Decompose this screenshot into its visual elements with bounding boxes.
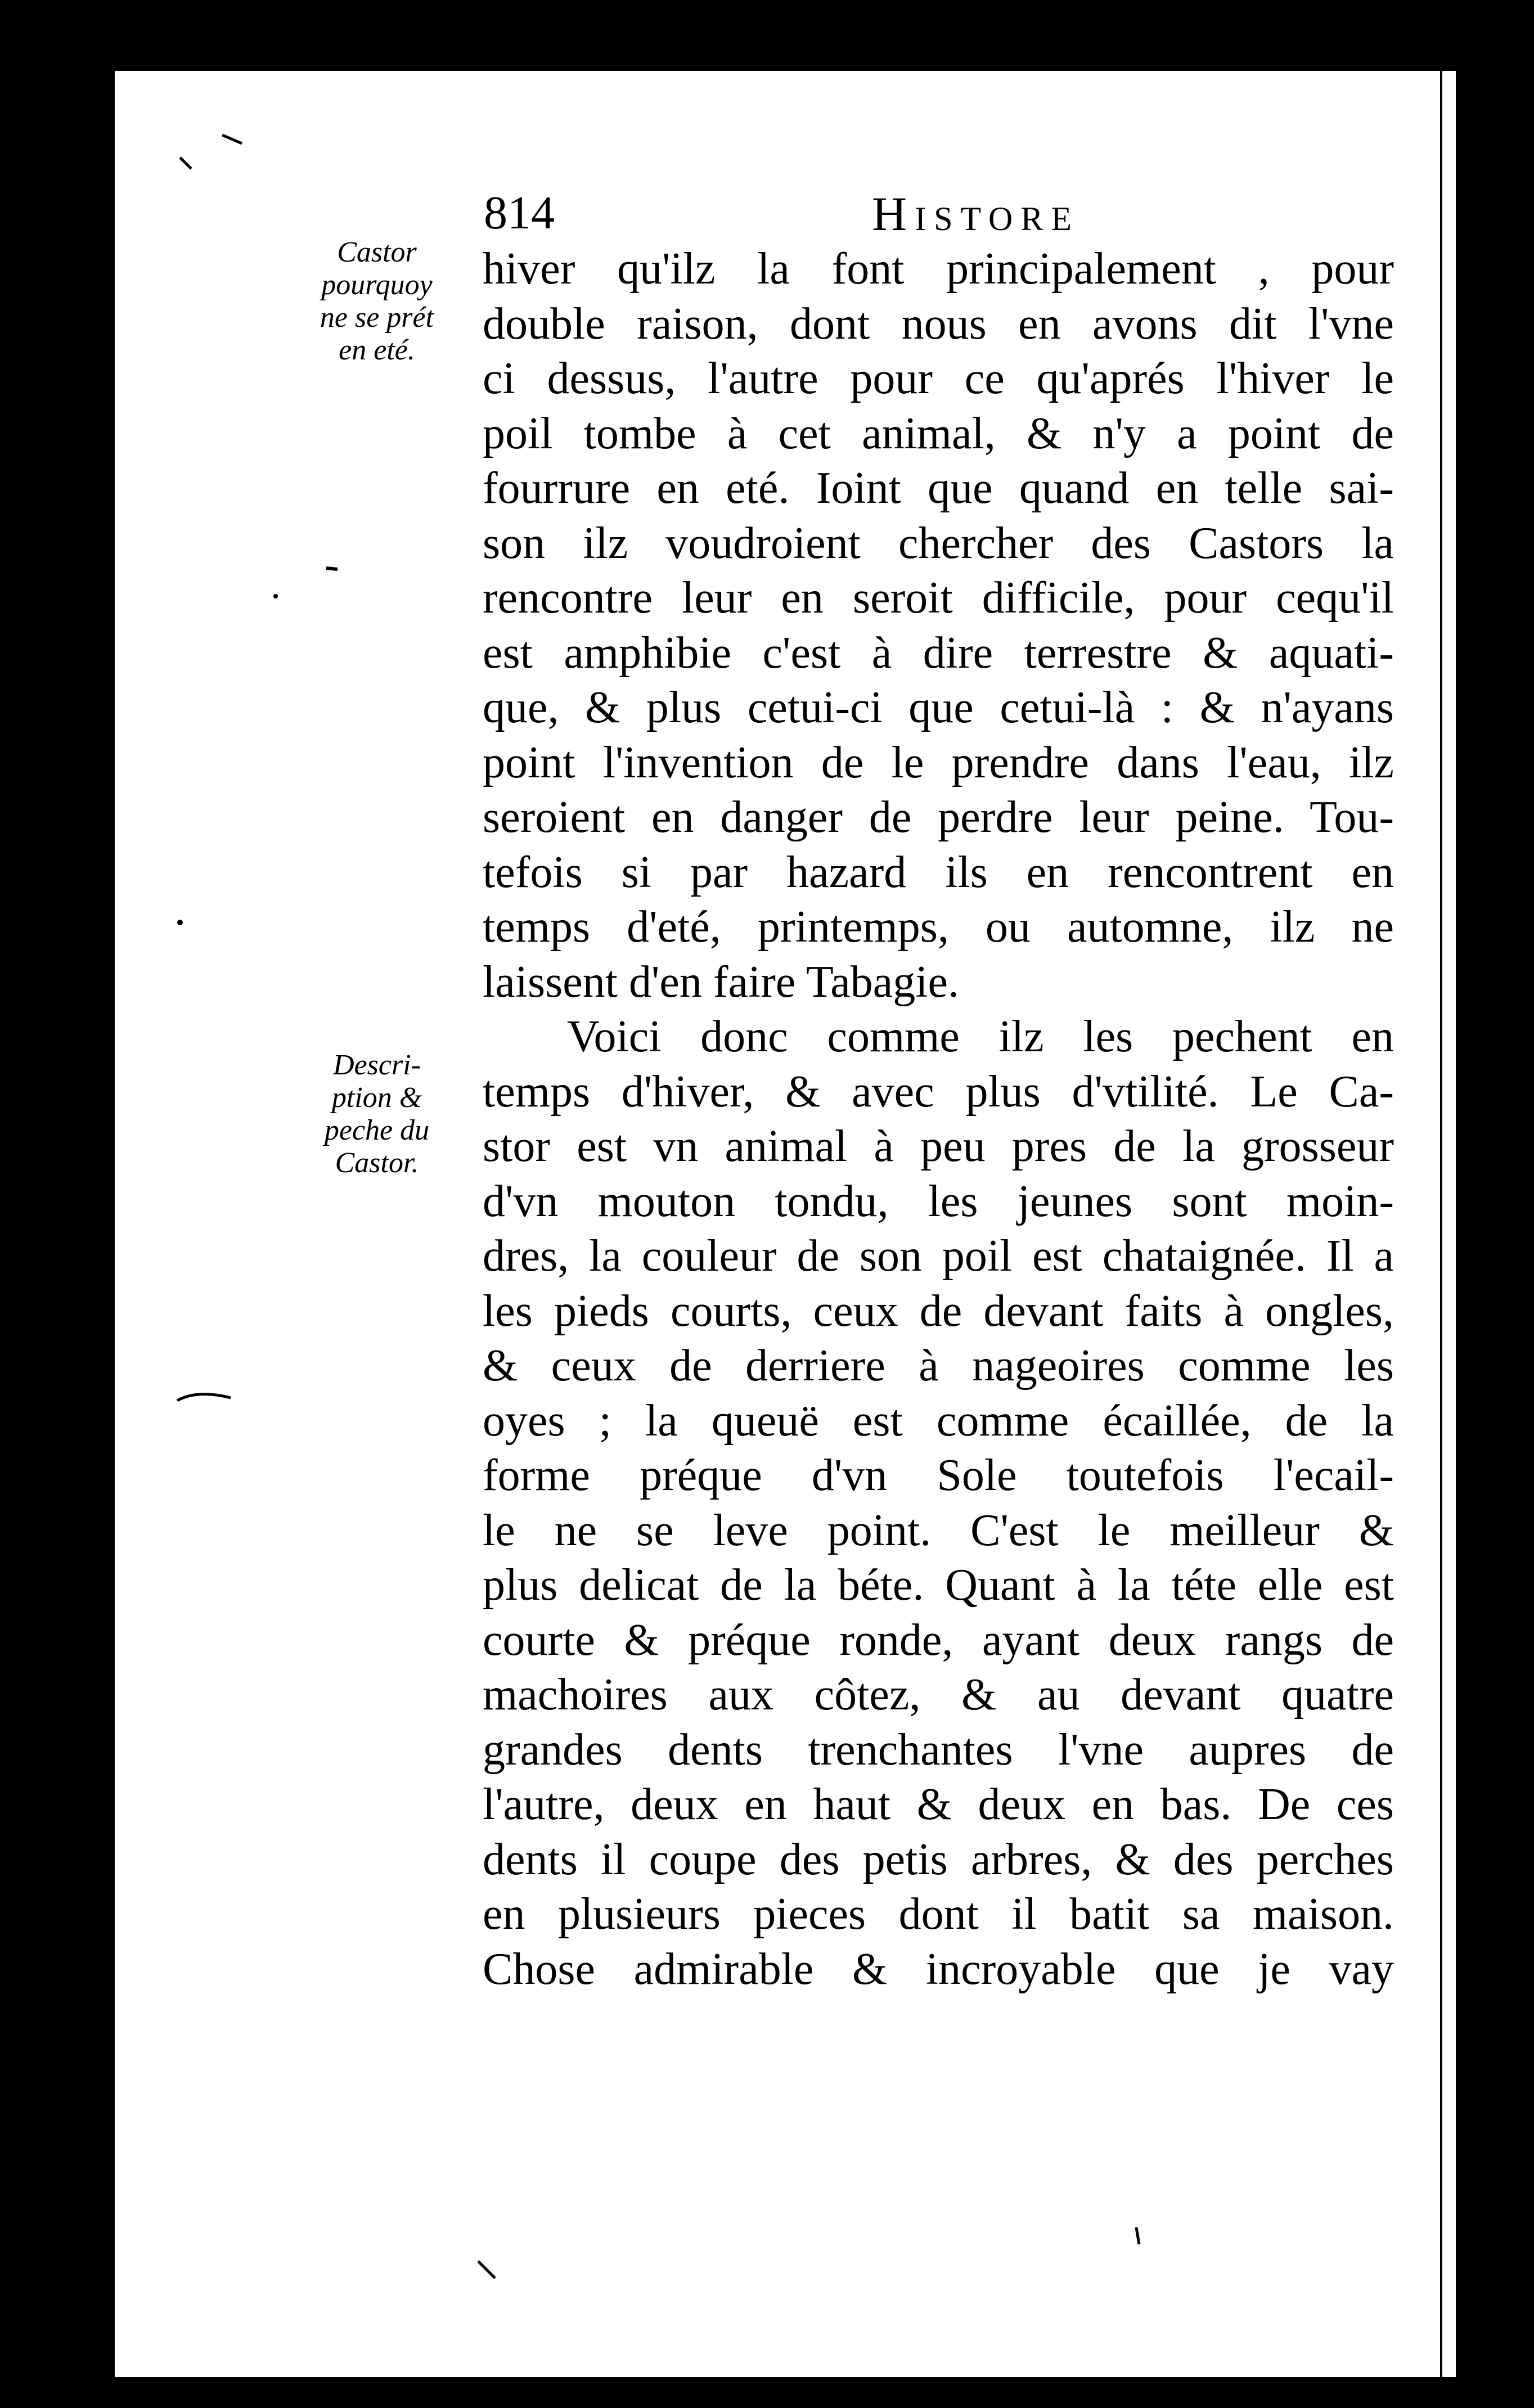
text-line: rencontre leur en seroit difficile, pour cequ'il [483, 573, 1394, 623]
text-line: en plusieurs pieces dont il batit sa maison. [483, 1889, 1394, 1939]
speck-mark [326, 568, 338, 569]
text-line: fourrure en eté. Ioint que quand en telle sai- [483, 463, 1394, 513]
text-line: hiver qu'ilz la font principalement , pour [483, 244, 1394, 294]
speck-mark [1136, 2227, 1139, 2244]
page-number: 814 [484, 187, 555, 239]
speck-mark [478, 2261, 495, 2278]
margin-note-line: en eté. [339, 334, 415, 366]
text-line: forme préque d'vn Sole toutefois l'ecail- [483, 1451, 1394, 1500]
speck-mark [180, 157, 191, 169]
text-line: les pieds courts, ceux de devant faits à ongles, [483, 1286, 1394, 1336]
speck-mark [273, 594, 278, 598]
margin-note-line: Castor [337, 236, 417, 268]
margin-note-line: ne se prét [320, 301, 434, 334]
paragraph-end-line: laissent d'en faire Tabagie. [483, 957, 959, 1007]
text-line: le ne se leve point. C'est le meilleur & [483, 1505, 1394, 1555]
text-line: d'vn mouton tondu, les jeunes sont moin- [483, 1176, 1394, 1226]
text-line: & ceux de derriere à nageoires comme les [483, 1341, 1394, 1390]
speck-mark [222, 135, 242, 143]
running-title: Histore [872, 187, 1080, 241]
text-line: tefois si par hazard ils en rencontrent en [483, 847, 1394, 897]
paragraph-start-line: Voici donc comme ilz les pechent en [567, 1012, 1394, 1061]
text-line: point l'invention de le prendre dans l'eau, ilz [483, 737, 1394, 787]
text-line: machoires aux côtez, & au devant quatre [483, 1670, 1394, 1720]
margin-note-line: ption & [331, 1082, 422, 1114]
text-line: ci dessus, l'autre pour ce qu'aprés l'hiver le [483, 354, 1394, 403]
margin-note-line: Descri- [333, 1049, 421, 1081]
margin-note-line: pourquoy [321, 269, 433, 301]
margin-note-line: Castor. [335, 1147, 419, 1179]
text-line: Chose admirable & incroyable que je vay [483, 1944, 1394, 1994]
text-line: est amphibie c'est à dire terrestre & aquati- [483, 628, 1394, 678]
text-line: grandes dents trenchantes l'vne aupres de [483, 1725, 1394, 1775]
text-line: double raison, dont nous en avons dit l'vne [483, 299, 1394, 349]
text-line: oyes ; la queuë est comme écaillée, de la [483, 1396, 1394, 1446]
text-line: temps d'hiver, & avec plus d'vtilité. Le Ca- [483, 1066, 1394, 1117]
text-line: temps d'eté, printemps, ou automne, ilz ne [483, 902, 1394, 952]
speck-mark [177, 1394, 231, 1401]
speck-mark [177, 920, 183, 925]
text-line: poil tombe à cet animal, & n'y a point de [483, 408, 1394, 458]
text-line: stor est vn animal à peu pres de la grosseur [483, 1122, 1394, 1171]
text-line: courte & préque ronde, ayant deux rangs de [483, 1615, 1394, 1665]
text-line: son ilz voudroient chercher des Castors la [483, 518, 1394, 568]
margin-note-line: peche du [324, 1114, 430, 1146]
text-line: que, & plus cetui-ci que cetui-là : & n'ayans [483, 683, 1394, 732]
text-line: plus delicat de la béte. Quant à la téte elle est [483, 1560, 1394, 1610]
text-line: dents il coupe des petis arbres, & des perches [483, 1834, 1394, 1884]
text-line: l'autre, deux en haut & deux en bas. De ces [483, 1780, 1394, 1829]
text-line: seroient en danger de perdre leur peine. Tou- [483, 793, 1394, 842]
text-line: dres, la couleur de son poil est chataignée. Il a [483, 1231, 1394, 1281]
